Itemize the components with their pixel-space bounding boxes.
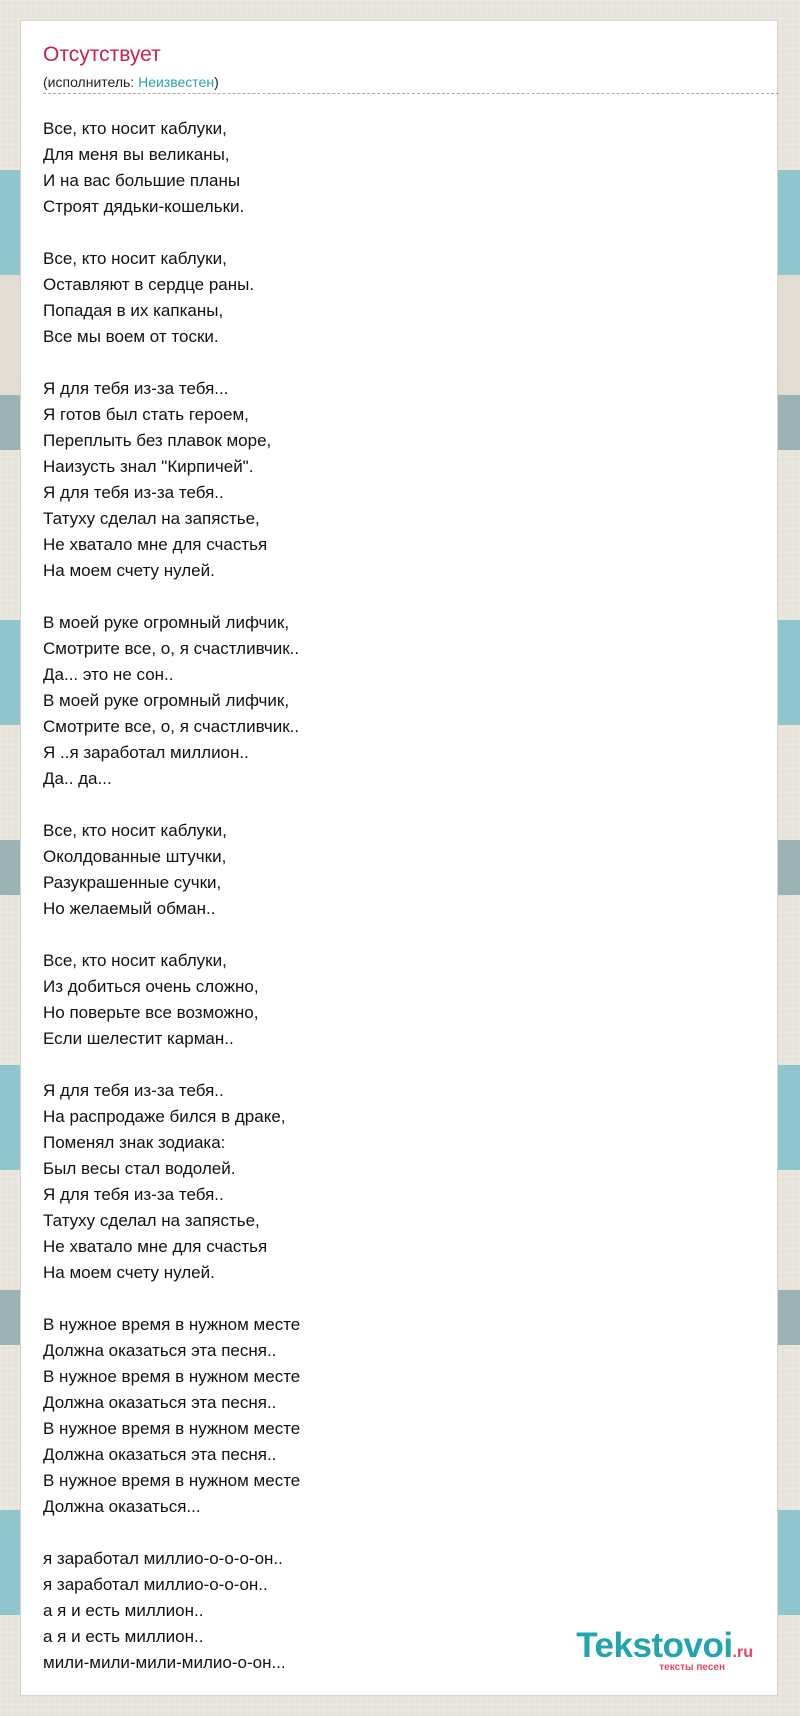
lyrics-line: Должна оказаться... — [43, 1497, 201, 1516]
lyrics-line: Околдованные штучки, — [43, 847, 227, 866]
lyrics-line: Строят дядьки-кошельки. — [43, 197, 245, 216]
lyrics-line: Из добиться очень сложно, — [43, 977, 259, 996]
lyrics-line: Но желаемый обман.. — [43, 899, 216, 918]
lyrics-line: Разукрашенные сучки, — [43, 873, 222, 892]
lyrics-stanza — [43, 1312, 763, 1520]
lyrics-line: Должна оказаться эта песня.. — [43, 1393, 277, 1412]
lyrics-line: В нужное время в нужном месте — [43, 1367, 301, 1386]
lyrics-line: На распродаже бился в драке, — [43, 1107, 286, 1126]
song-title: Отсутствует — [43, 43, 161, 66]
lyrics-line: Поменял знак зодиака: — [43, 1133, 226, 1152]
lyrics-line: Все, кто носит каблуки, — [43, 951, 227, 970]
lyrics-line: На моем счету нулей. — [43, 1263, 215, 1282]
artist-link[interactable]: Неизвестен — [138, 74, 215, 90]
lyrics-line: Должна оказаться эта песня.. — [43, 1341, 277, 1360]
artist-suffix: ) — [214, 74, 219, 90]
lyrics-line: Не хватало мне для счастья — [43, 1237, 268, 1256]
lyrics-line: Переплыть без плавок море, — [43, 431, 272, 450]
lyrics-line: Я для тебя из-за тебя.. — [43, 483, 224, 502]
lyrics-line: я заработал миллио-о-о-о-он.. — [43, 1549, 283, 1568]
logo-name: Tekstovoi — [576, 1626, 733, 1665]
lyrics-line: Да... это не сон.. — [43, 665, 174, 684]
lyrics-stanza — [43, 246, 763, 350]
lyrics-line: мили-мили-мили-милио-о-он... — [43, 1653, 286, 1672]
lyrics-line: Смотрите все, о, я счастливчик.. — [43, 717, 300, 736]
lyrics-line: Но поверьте все возможно, — [43, 1003, 259, 1022]
lyrics-line: Я для тебя из-за тебя.. — [43, 1081, 224, 1100]
site-logo[interactable] — [576, 1628, 753, 1673]
lyrics-line: Я готов был стать героем, — [43, 405, 249, 424]
lyrics-line: Я ..я заработал миллион.. — [43, 743, 249, 762]
lyrics-line: Все, кто носит каблуки, — [43, 119, 227, 138]
lyrics-line: Смотрите все, о, я счастливчик.. — [43, 639, 300, 658]
lyrics-line: В нужное время в нужном месте — [43, 1419, 301, 1438]
lyrics-stanza — [43, 116, 763, 220]
lyrics-line: Если шелестит карман.. — [43, 1029, 234, 1048]
lyrics-line: Не хватало мне для счастья — [43, 535, 268, 554]
logo-tld: .ru — [732, 1644, 753, 1661]
lyrics-line: Все, кто носит каблуки, — [43, 821, 227, 840]
artist-line — [43, 73, 219, 91]
lyrics-line: Для меня вы великаны, — [43, 145, 230, 164]
lyrics-line: Да.. да... — [43, 769, 112, 788]
lyrics-line: Оставляют в сердце раны. — [43, 275, 255, 294]
lyrics-line: Татуху сделал на запястье, — [43, 1211, 260, 1230]
lyrics-line: Все мы воем от тоски. — [43, 327, 219, 346]
logo-tagline: тексты песен — [659, 1662, 725, 1673]
lyrics-card — [20, 20, 778, 1696]
title-divider — [43, 93, 779, 94]
lyrics-line: В моей руке огромный лифчик, — [43, 691, 290, 710]
lyrics-line: Я для тебя из-за тебя.. — [43, 1185, 224, 1204]
lyrics-stanza — [43, 610, 763, 792]
lyrics-line: В нужное время в нужном месте — [43, 1471, 301, 1490]
artist-prefix: (исполнитель: — [43, 74, 139, 90]
lyrics-line: Наизусть знал "Кирпичей". — [43, 457, 254, 476]
lyrics-line: В нужное время в нужном месте — [43, 1315, 301, 1334]
lyrics-stanza — [43, 818, 763, 922]
lyrics-line: Все, кто носит каблуки, — [43, 249, 227, 268]
lyrics-line: Должна оказаться эта песня.. — [43, 1445, 277, 1464]
lyrics-line: а я и есть миллион.. — [43, 1601, 204, 1620]
lyrics-line: а я и есть миллион.. — [43, 1627, 204, 1646]
lyrics-line: я заработал миллио-о-о-он.. — [43, 1575, 268, 1594]
lyrics-line: И на вас большие планы — [43, 171, 241, 190]
lyrics-line: Был весы стал водолей. — [43, 1159, 236, 1178]
lyrics-stanza — [43, 376, 763, 584]
lyrics-stanza — [43, 1078, 763, 1286]
lyrics-body — [43, 116, 763, 1676]
lyrics-line: Попадая в их капканы, — [43, 301, 224, 320]
lyrics-line: В моей руке огромный лифчик, — [43, 613, 290, 632]
lyrics-line: На моем счету нулей. — [43, 561, 215, 580]
lyrics-line: Татуху сделал на запястье, — [43, 509, 260, 528]
lyrics-line: Я для тебя из-за тебя... — [43, 379, 229, 398]
lyrics-stanza — [43, 948, 763, 1052]
